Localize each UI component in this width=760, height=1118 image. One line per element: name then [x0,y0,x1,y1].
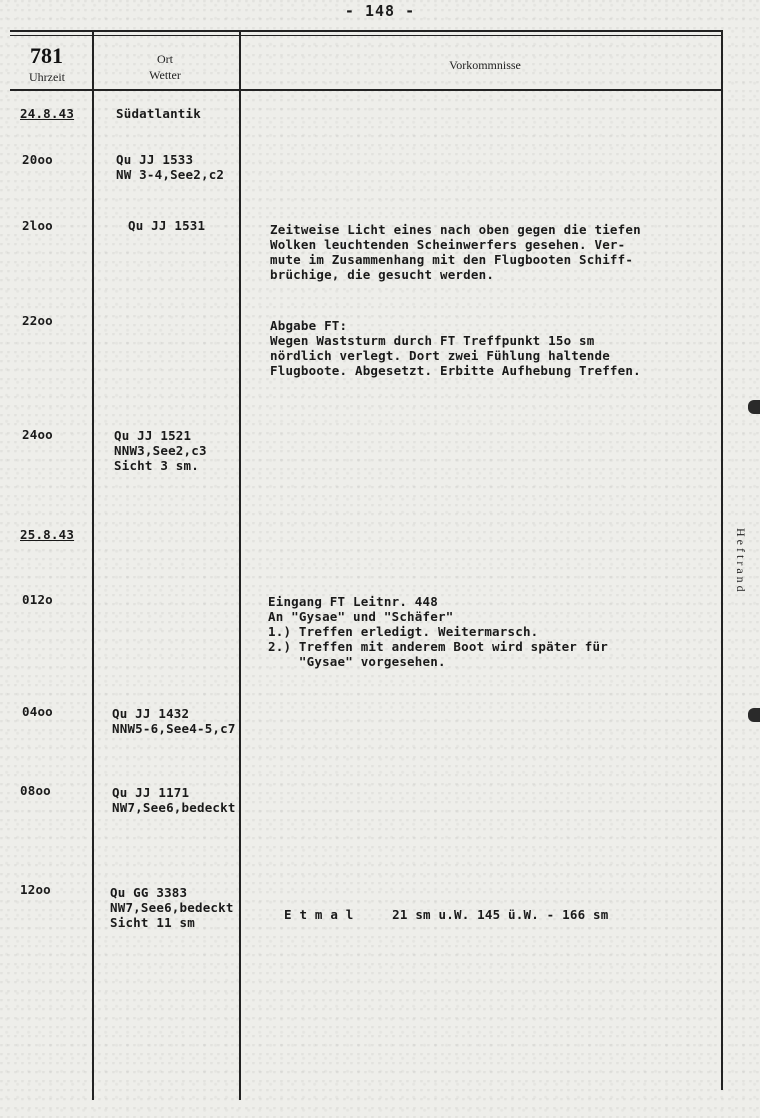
entry-events: Zeitweise Licht eines nach oben gegen die tiefen Wolken leuchtenden Scheinwerfers gesehen. Ver- mute im Zusammenhang mit den Flugbooten Schiff- brüchige, die gesucht werden. [270,222,641,282]
entry-time: 08oo [20,783,51,798]
entry-events: Eingang FT Leitnr. 448 An "Gysae" und "Schäfer" 1.) Treffen erledigt. Weitermarsch. 2.) Treffen mit anderem Boot wird später für "Gysae" vorgesehen. [268,594,608,669]
entry-time: 2loo [22,218,53,233]
column-rule-right [721,30,723,1090]
column-rule-place [239,30,241,1100]
events-column-header: Vorkommnisse [449,58,521,72]
entry-time: 04oo [22,704,53,719]
entry-time: 12oo [20,882,51,897]
entry-place: Qu JJ 1432 NNW5-6,See4-5,c7 [112,706,236,736]
entry-events: Abgabe FT: Wegen Waststurm durch FT Treffpunkt 15o sm nördlich verlegt. Dort zwei Fühlung haltende Flugboote. Abgesetzt. Erbitte Aufhebung Treffen. [270,318,641,378]
top-rule [10,30,723,32]
top-rule-second [10,35,723,36]
page-number: - 148 - [344,2,416,20]
time-column-header: Uhrzeit [29,70,65,84]
entry-date: 24.8.43 [20,106,75,121]
stamp-number: 781 [30,43,63,68]
entry-events: E t m a l 21 sm u.W. 145 ü.W. - 166 sm [284,907,609,922]
entry-place: Südatlantik [116,106,201,121]
column-rule-time [92,30,94,1100]
entry-date: 25.8.43 [20,527,75,542]
entry-place: Qu JJ 1171 NW7,See6,bedeckt [112,785,236,815]
header-rule [10,89,723,91]
entry-time: 20oo [22,152,53,167]
entry-time: 24oo [22,427,53,442]
punch-hole-mark [748,708,760,722]
entry-place: Qu JJ 1531 [128,218,206,233]
entry-place: Qu GG 3383 NW7,See6,bedeckt Sicht 11 sm [110,885,234,930]
weather-column-header: Wetter [149,68,181,82]
punch-hole-mark [748,400,760,414]
entry-time: 22oo [22,313,53,328]
place-column-header: Ort [157,52,173,66]
entry-time: 012o [22,592,53,607]
entry-place: Qu JJ 1521 NNW3,See2,c3 Sicht 3 sm. [114,428,207,473]
entry-place: Qu JJ 1533 NW 3-4,See2,c2 [116,152,225,182]
binding-margin-label: Heftrand [734,528,748,595]
